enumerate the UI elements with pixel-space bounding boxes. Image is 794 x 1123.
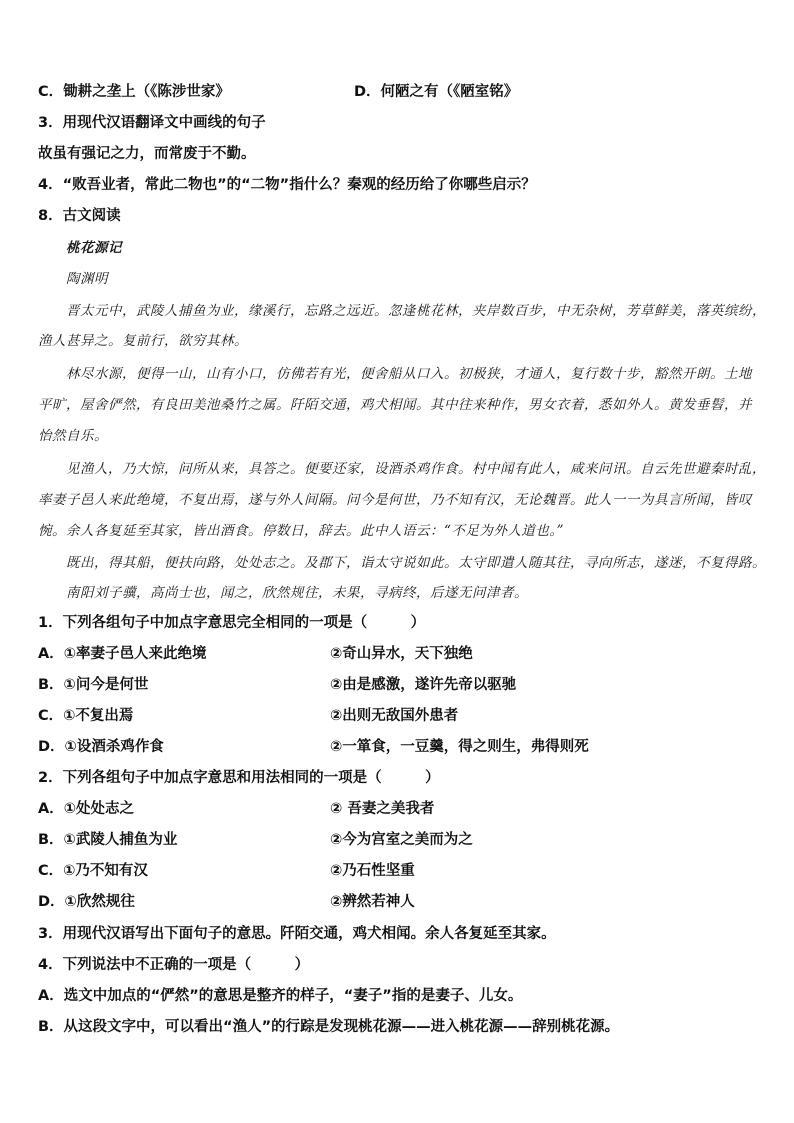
option-part-1: C．①乃不知有汉: [38, 863, 148, 879]
option-part-2: ②一箪食，一豆羹，得之则生，弗得则死: [330, 739, 589, 755]
option-part-1: C．①不复出焉: [38, 708, 134, 724]
option-part-1: D．①欣然规往: [38, 894, 135, 910]
mc2-option-a: [38, 798, 435, 820]
mc2-question: 2．下列各组句子中加点字意思和用法相同的一项是（ ）: [38, 770, 440, 786]
mc1-option-d: [38, 736, 589, 758]
option-part-2: ②由是感激，遂许先帝以驱驰: [330, 677, 517, 693]
essay-line: 平旷，屋舍俨然，有良田美池桑竹之属。阡陌交通，鸡犬相闻。其中往来种作，男女衣着，悉如外人。黄发垂髫，并: [38, 397, 752, 413]
option-part-2: ② 吾妻之美我者: [330, 801, 435, 817]
option-part-1: B．①武陵人捕鱼为业: [38, 832, 178, 848]
q4-question: 4．“败吾业者，常此二物也”的“二物”指什么？秦观的经历给了你哪些启示？: [38, 177, 536, 193]
essay-line: 怡然自乐。: [38, 428, 108, 444]
option-part-2: ②今为宫室之美而为之: [330, 832, 473, 848]
mc1-question: 1．下列各组句子中加点字意思完全相同的一项是（ ）: [38, 615, 426, 631]
q3-translate-title: 3．用现代汉语翻译文中画线的句子: [38, 115, 266, 131]
essay-author: 陶渊明: [66, 271, 108, 287]
essay-line: 林尽水源，便得一山，山有小口，仿佛若有光，便舍船从口入。初极狭，才通人，复行数十步，豁然开朗。土地: [66, 366, 752, 382]
essay-line: 既出，得其船，便扶向路，处处志之。及郡下，诣太守说如此。太守即遣人随其往，寻向所志，遂迷，不复得路。: [66, 555, 766, 571]
essay-line: 率妻子邑人来此绝境，不复出焉，遂与外人间隔。问今是何世，乃不知有汉，无论魏晋。此人一一为具言所闻，皆叹: [38, 492, 752, 508]
option-part-2: ②辨然若神人: [330, 894, 415, 910]
q3b-question: 3．用现代汉语写出下面句子的意思。阡陌交通，鸡犬相闻。余人各复延至其家。: [38, 926, 556, 942]
essay-line: 南阳刘子骥，高尚士也，闻之，欣然规往，未果，寻病终，后遂无问津者。: [66, 585, 528, 601]
q4b-question: 4．下列说法中不正确的一项是（ ）: [38, 957, 310, 973]
option-part-2: ②奇山异水，天下独绝: [330, 646, 473, 662]
essay-line: 惋。余人各复延至其家，皆出酒食。停数日，辞去。此中人语云：“不足为外人道也。”: [38, 523, 565, 539]
essay-line: 晋太元中，武陵人捕鱼为业，缘溪行，忘路之远近。忽逢桃花林，夹岸数百步，中无杂树，芳草鲜美，落英缤纷，: [66, 303, 766, 319]
mc2-option-c: [38, 860, 415, 882]
option-part-1: B．①问今是何世: [38, 677, 149, 693]
option-part-1: A．①率妻子邑人来此绝境: [38, 646, 207, 662]
q4b-option-b: B．从这段文字中，可以看出“渔人”的行踪是发现桃花源——进入桃花源——辞别桃花源。: [38, 1019, 620, 1035]
essay-line: 渔人甚异之。复前行，欲穷其林。: [38, 333, 248, 349]
option-part-2: ②出则无敌国外患者: [330, 708, 459, 724]
q4b-option-a: A．选文中加点的“俨然”的意思是整齐的样子，“妻子”指的是妻子、儿女。: [38, 988, 523, 1004]
option-part-1: D．①设酒杀鸡作食: [38, 739, 164, 755]
mc2-option-d: [38, 891, 415, 913]
mc1-option-a: [38, 643, 473, 665]
option-part-2: ②乃石性坚重: [330, 863, 415, 879]
q1-options-top: [38, 81, 519, 103]
option-part-1: A．①处处志之: [38, 801, 134, 817]
essay-line: 见渔人，乃大惊，问所从来，具答之。便要还家，设酒杀鸡作食。村中闻有此人，咸来问讯。自云先世避秦时乱，: [66, 461, 766, 477]
essay-title: 桃花源记: [66, 240, 122, 256]
option-d: D．何陋之有（《陋室铭》: [354, 84, 519, 100]
q3-translate-sentence: 故虽有强记之力，而常废于不勤。: [38, 146, 256, 162]
mc2-option-b: [38, 829, 473, 851]
section8-heading: 8．古文阅读: [38, 208, 121, 224]
option-c: C．锄耕之垄上（《陈涉世家》: [38, 84, 230, 100]
mc1-option-c: [38, 705, 459, 727]
mc1-option-b: [38, 674, 517, 696]
